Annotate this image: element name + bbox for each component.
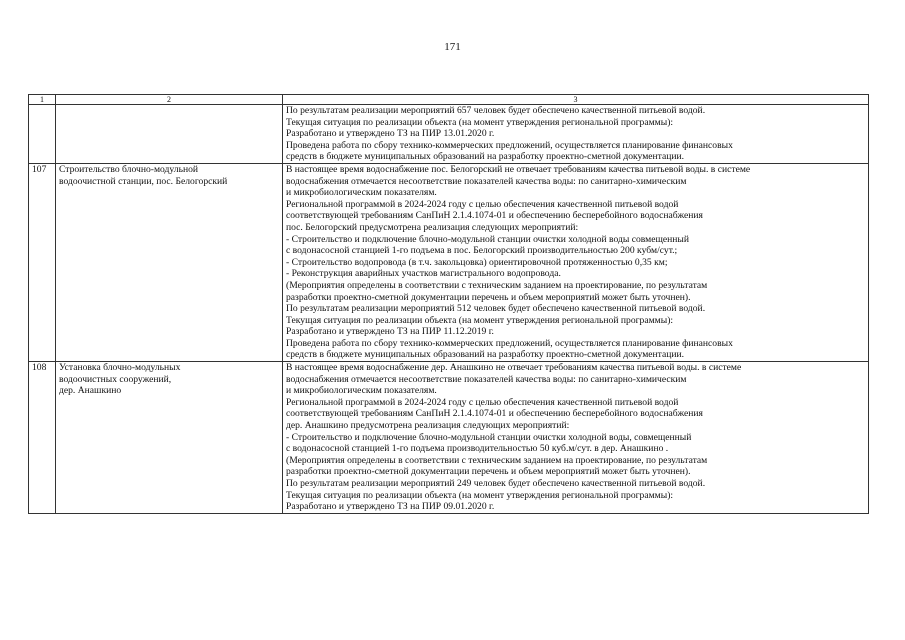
description-line: Разработано и утверждено ТЗ на ПИР 13.01.2020 г.: [286, 128, 495, 140]
column-header-row: [29, 95, 869, 105]
description-line: дер. Анашкино предусмотрена реализация следующих мероприятий:: [286, 420, 570, 432]
description-line: Текущая ситуация по реализации объекта (на момент утверждения региональной программы):: [286, 116, 674, 128]
object-description: [283, 362, 869, 514]
object-name: [56, 163, 283, 361]
description-line: По результатам реализации мероприятий 657 человек будет обеспечено качественной питьевой водой.: [286, 105, 706, 116]
description-line: - Строительство и подключение блочно-модульной станции очистки холодной воды совмещенный: [286, 233, 689, 245]
description-line: Региональной программой в 2024-2024 году с целью обеспечения качественной питьевой водой: [286, 396, 679, 408]
description-line: В настоящее время водоснабжение пос. Белогорский не отвечает требованиям качества питьевой воды. в системе: [286, 163, 751, 175]
object-name-line: водоочистных сооружений,: [59, 373, 172, 385]
row-number: 107: [29, 163, 56, 361]
row-number: [29, 105, 56, 164]
description-line: разработки проектно-сметной документации перечень и объем мероприятий может быть уточнен).: [286, 466, 691, 478]
description-line: и микробиологическим показателям.: [286, 187, 437, 199]
object-name-line: водоочистной станции, пос. Белогорский: [59, 175, 228, 187]
object-name-line: дер. Анашкино: [59, 385, 122, 397]
object-description: [283, 105, 869, 164]
object-description: [283, 163, 869, 361]
description-line: Разработано и утверждено ТЗ на ПИР 11.12.2019 г.: [286, 326, 494, 338]
description-line: Проведена работа по сбору технико-коммерческих предложений, осуществляется планирование финансовых: [286, 139, 733, 151]
description-line: (Мероприятия определены в соответствии с техническим заданием на проектирование, по результатам: [286, 279, 708, 291]
description-line: средств в бюджете муниципальных образований на разработку проектно-сметной документации.: [286, 349, 685, 361]
description-line: пос. Белогорский предусмотрена реализация следующих мероприятий:: [286, 221, 579, 233]
description-line: - Строительство водопровода (в т.ч. закольцовка) ориентировочной протяженностью 0,35 км;: [286, 256, 668, 268]
description-line: В настоящее время водоснабжение дер. Анашкино не отвечает требованиям качества питьевой воды. в системе: [286, 362, 742, 374]
table-row: [29, 163, 869, 361]
description-line: - Реконструкция аварийных участков магистрального водопровода.: [286, 268, 561, 280]
column-header-1: 1: [29, 95, 56, 105]
description-line: По результатам реализации мероприятий 249 человек будет обеспечено качественной питьевой водой.: [286, 478, 706, 489]
column-header-3: 3: [283, 95, 869, 105]
row-number: 108: [29, 362, 56, 514]
page-number: 171: [444, 41, 461, 53]
object-name: [56, 362, 283, 514]
description-line: водоснабжения отмечается несоответствие показателей качества воды: по санитарно-химическим: [286, 373, 687, 385]
column-header-2: 2: [56, 95, 283, 105]
description-line: разработки проектно-сметной документации перечень и объем мероприятий может быть уточнен).: [286, 291, 691, 303]
description-line: Текущая ситуация по реализации объекта (на момент утверждения региональной программы):: [286, 314, 674, 326]
description-line: Разработано и утверждено ТЗ на ПИР 09.01.2020 г.: [286, 501, 495, 513]
description-line: - Строительство и подключение блочно-модульной станции очистки холодной воды, совмещенный: [286, 431, 692, 443]
description-line: Текущая ситуация по реализации объекта (на момент утверждения региональной программы):: [286, 489, 674, 501]
description-line: По результатам реализации мероприятий 512 человек будет обеспечено качественной питьевой водой.: [286, 303, 706, 315]
description-line: с водонасосной станцией 1-го подъема производительностью 50 куб.м/сут. в дер. Анашкино .: [286, 443, 669, 455]
table-row: [29, 105, 869, 164]
description-line: Проведена работа по сбору технико-коммерческих предложений, осуществляется планирование финансовых: [286, 337, 733, 349]
description-line: с водонасосной станцией 1-го подъема в пос. Белогорский производительностью 200 кубм/сут.;: [286, 245, 678, 257]
object-name-line: Установка блочно-модульных: [59, 362, 181, 374]
description-line: средств в бюджете муниципальных образований на разработку проектно-сметной документации.: [286, 151, 685, 163]
object-name: [56, 105, 283, 164]
program-table: [28, 94, 869, 514]
description-line: соответствующей требованиям СанПиН 2.1.4.1074-01 и обеспечению бесперебойного водоснабжения: [286, 210, 703, 222]
description-line: (Мероприятия определены в соответствии с техническим заданием на проектирование, по результатам: [286, 454, 708, 466]
description-line: водоснабжения отмечается несоответствие показателей качества воды: по санитарно-химическим: [286, 175, 687, 187]
description-line: и микробиологическим показателям.: [286, 385, 437, 397]
table-row: [29, 362, 869, 514]
object-name-line: Строительство блочно-модульной: [59, 163, 199, 175]
description-line: соответствующей требованиям СанПиН 2.1.4.1074-01 и обеспечению бесперебойного водоснабжения: [286, 408, 703, 420]
description-line: Региональной программой в 2024-2024 году с целью обеспечения качественной питьевой водой: [286, 198, 679, 210]
